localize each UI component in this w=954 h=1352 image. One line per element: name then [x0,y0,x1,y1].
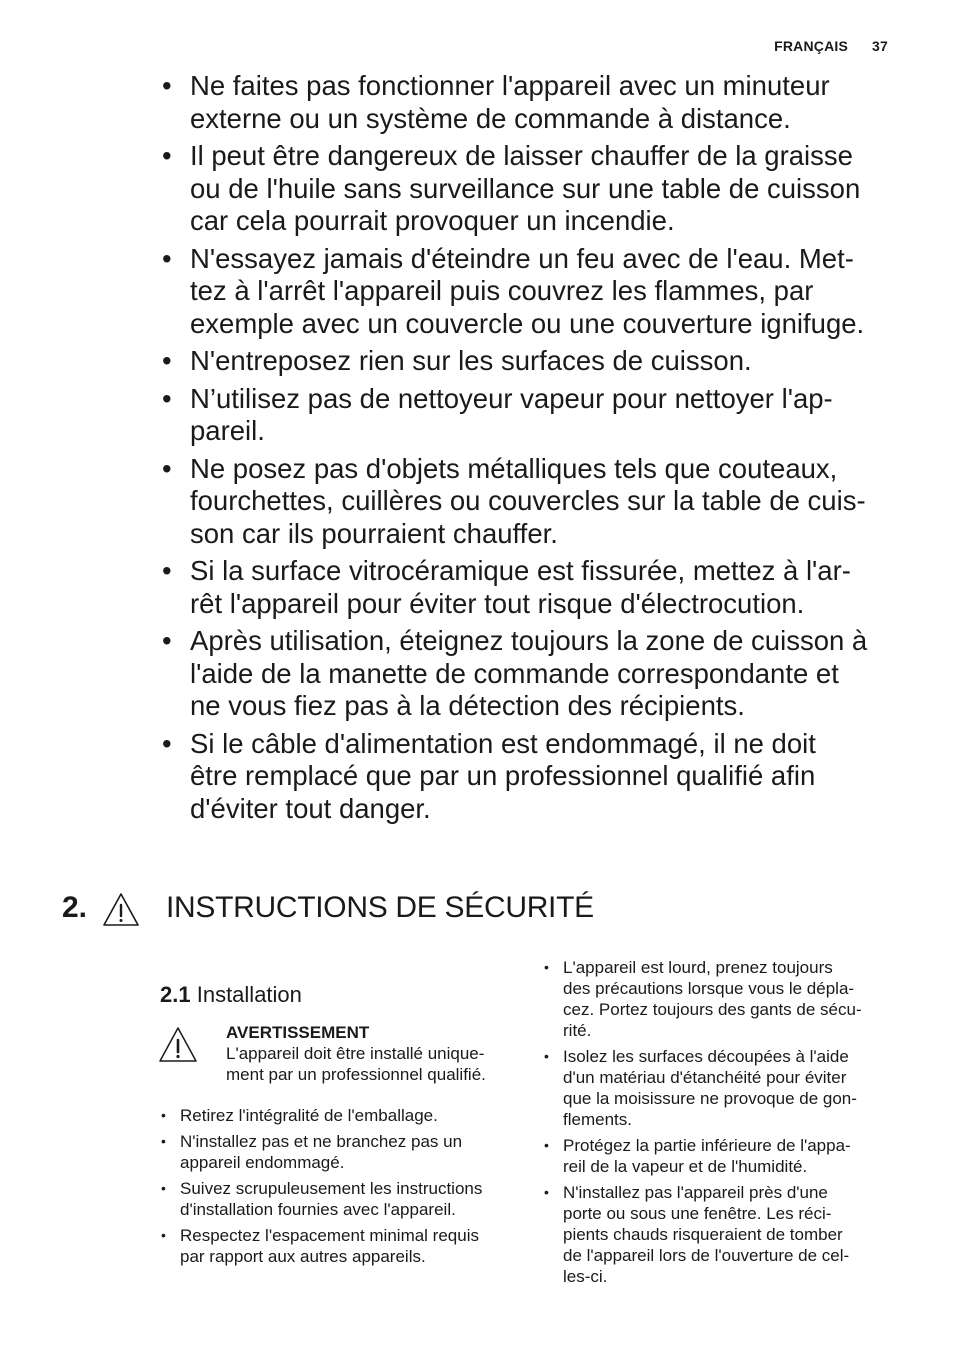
bullet-icon: • [162,345,172,376]
list-item: • Respectez l'espacement minimal requis par rapport aux autres appareils. [161,1226,479,1266]
bullet-icon: • [162,382,172,414]
warning-triangle-icon [158,1026,198,1069]
bullet-icon: • [162,70,172,101]
bullet-icon: • [162,555,172,586]
bullet-icon: • [162,242,172,274]
bullet-icon: • [162,625,172,656]
subsection-number: 2.1 [160,982,191,1007]
section-number: 2. [62,891,88,924]
bullet-icon: • [161,1180,166,1196]
warning-text [226,1022,486,1085]
bullet-icon: • [161,1227,166,1243]
list-item: • Protégez la partie inférieure de l'appa- reil de la vapeur et de l'humidité. [544,1136,851,1176]
safety-list [162,70,902,830]
list-item: • Suivez scrupuleusement les instructions d'installation fournies avec l'appareil. [161,1179,483,1219]
warning-body: L'appareil doit être installé unique- ment par un professionnel qualifié. [226,1044,486,1084]
list-item: • N'installez pas l'appareil près d'une porte ou sous une fenêtre. Les réci- pients chauds risqueraient de tomber de l'appareil lors de l'ouverture de cel- les-ci. [544,1183,850,1286]
bullet-icon: • [544,959,549,975]
warning-heading: AVERTISSEMENT [226,1023,370,1042]
installation-list-right [544,957,904,1292]
warning-box [158,1022,518,1092]
bullet-icon: • [544,1184,549,1200]
list-item: • L'appareil est lourd, prenez toujours des précautions lorsque vous le dépla- cez. Portez toujours des gants de sécu- rité. [544,958,862,1040]
page-header [774,38,888,54]
list-item: • Si la surface vitrocéramique est fissurée, mettez à l'ar- rêt l'appareil pour éviter tout risque d'électrocution. [162,555,851,619]
language-label: FRANÇAIS [774,38,849,54]
list-item: • N'entreposez rien sur les surfaces de cuisson. [162,345,752,376]
list-item: • Ne posez pas d'objets métalliques tels que couteaux, fourchettes, cuillères ou couvercles sur la table de cuis- son car ils pourraient chauffer. [162,452,866,549]
subsection-title: Installation [196,982,302,1007]
installation-list-left [161,1105,521,1272]
list-item: • Il peut être dangereux de laisser chauffer de la graisse ou de l'huile sans surveillance sur une table de cuisson car cela pourrait provoquer un incendie. [162,140,861,236]
bullet-icon: • [544,1048,549,1064]
bullet-icon: • [162,140,172,171]
page-number: 37 [872,38,888,54]
list-item: • N'essayez jamais d'éteindre un feu avec de l'eau. Met- tez à l'arrêt l'appareil puis couvrez les flammes, par exemple avec un couvercle ou une couverture ignifuge. [162,242,865,339]
bullet-icon: • [161,1133,166,1149]
subsection-heading [160,981,302,1009]
bullet-icon: • [161,1107,166,1123]
list-item: • N’utilisez pas de nettoyeur vapeur pour nettoyer l'ap- pareil. [162,382,833,446]
list-item: • N'installez pas et ne branchez pas un appareil endommagé. [161,1132,463,1172]
list-item: • Après utilisation, éteignez toujours la zone de cuisson à l'aide de la manette de commande correspondante et ne vous fiez pas à la détection des récipients. [162,625,868,721]
list-item: • Ne faites pas fonctionner l'appareil avec un minuteur externe ou un système de commande à distance. [162,70,830,134]
list-item: • Isolez les surfaces découpées à l'aide d'un matériau d'étanchéité pour éviter que la moisissure ne provoque de gon- flements. [544,1047,857,1129]
section-title: INSTRUCTIONS DE SÉCURITÉ [166,891,594,924]
warning-triangle-icon [102,892,140,933]
bullet-icon: • [544,1137,549,1153]
bullet-icon: • [162,727,172,759]
list-item: • Retirez l'intégralité de l'emballage. [161,1106,438,1125]
list-item: • Si le câble d'alimentation est endommagé, il ne doit être remplacé que par un professionnel qualifié afin d'éviter tout danger. [162,727,816,824]
bullet-icon: • [162,452,172,484]
